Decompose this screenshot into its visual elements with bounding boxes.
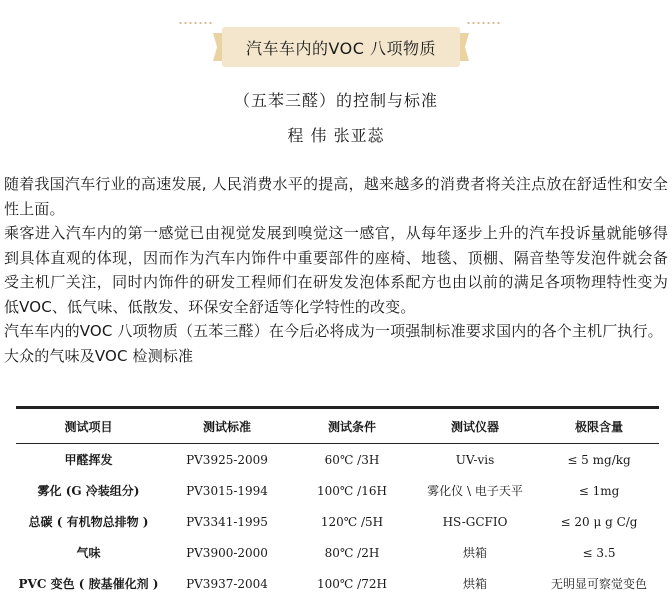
table-cell: 100℃ /72H xyxy=(317,576,387,591)
table-cell: ≤ 20 μ g C/g xyxy=(560,514,638,529)
column-header: 测试项目 xyxy=(16,408,161,444)
table-cell: 80℃ /2H xyxy=(324,545,380,560)
article-title: 汽车车内的VOC 八项物质 xyxy=(245,39,437,58)
column-header: 测试条件 xyxy=(293,408,411,444)
table-row xyxy=(16,444,659,476)
table-row xyxy=(16,475,659,506)
column-header: 极限含量 xyxy=(539,408,659,444)
article-body xyxy=(4,172,668,368)
paragraph: 随着我国汽车行业的高速发展, 人民消费水平的提高，越来越多的消费者将关注点放在舒适性和安全性上面。 xyxy=(4,175,668,218)
title-banner xyxy=(222,27,460,67)
table-cell: PV3015-1994 xyxy=(186,483,268,498)
paragraph: 汽车车内的VOC 八项物质（五苯三醛）在今后必将成为一项强制标准要求国内的各个主机厂执行。 xyxy=(4,322,663,340)
table-cell: ≤ 3.5 xyxy=(582,545,616,560)
table-cell: PV3937-2004 xyxy=(186,576,268,591)
table-cell: PV3900-2000 xyxy=(186,545,268,560)
table-cell: 甲醛挥发 xyxy=(64,453,113,467)
paragraph: 乘客进入汽车内的第一感觉已由视觉发展到嗅觉这一感官，从每年逐步上升的汽车投诉量就能够得到具体直观的体现，因而作为汽车内饰件中重要部件的座椅、地毯、顶棚、隔音垫等发泡件就会备受主机厂关注，同时内饰件的研发工程师们在研发发泡体系配方也由以前的满足各项物理特性变为低VOC、低气味、低散发、环保安全舒适等化学特性的改变。 xyxy=(4,224,668,316)
table-cell: 雾化 (G 冷装组分) xyxy=(37,484,140,498)
table-cell: 气味 xyxy=(76,546,101,560)
table-cell: UV-vis xyxy=(455,452,495,467)
table-row xyxy=(16,506,659,537)
table-cell: 100℃ /16H xyxy=(317,483,387,498)
table-heading: 大众的气味及VOC 检测标准 xyxy=(4,346,194,365)
table-cell: 总碳 ( 有机物总排物 ) xyxy=(28,515,149,529)
article-authors: 程 伟 张亚蕊 xyxy=(287,126,385,145)
table-cell: 无明显可察觉变色 xyxy=(550,577,647,591)
voc-standards-table xyxy=(16,406,659,599)
table-cell: 60℃ /3H xyxy=(324,452,380,467)
article-subtitle: （五苯三醛）的控制与标准 xyxy=(233,91,438,110)
table-cell: HS-GCFIO xyxy=(442,514,508,529)
column-header: 测试标准 xyxy=(161,408,293,444)
table-cell: 烘箱 xyxy=(462,546,487,560)
table-row xyxy=(16,537,659,568)
table-row xyxy=(16,568,659,599)
table-cell: 120℃ /5H xyxy=(320,514,384,529)
table-cell: 烘箱 xyxy=(462,577,487,591)
decorative-dots-left xyxy=(178,22,212,24)
table-cell: 雾化仪 \ 电子天平 xyxy=(427,484,523,498)
table-cell: ≤ 1mg xyxy=(578,483,620,498)
decorative-dots-right xyxy=(466,22,500,24)
table-header-row xyxy=(16,408,659,444)
table-cell: PVC 变色 ( 胺基催化剂 ) xyxy=(18,577,159,591)
table-cell: PV3341-1995 xyxy=(186,514,268,529)
column-header: 测试仪器 xyxy=(411,408,539,444)
table-cell: PV3925-2009 xyxy=(186,452,268,467)
table-cell: ≤ 5 mg/kg xyxy=(567,452,631,467)
